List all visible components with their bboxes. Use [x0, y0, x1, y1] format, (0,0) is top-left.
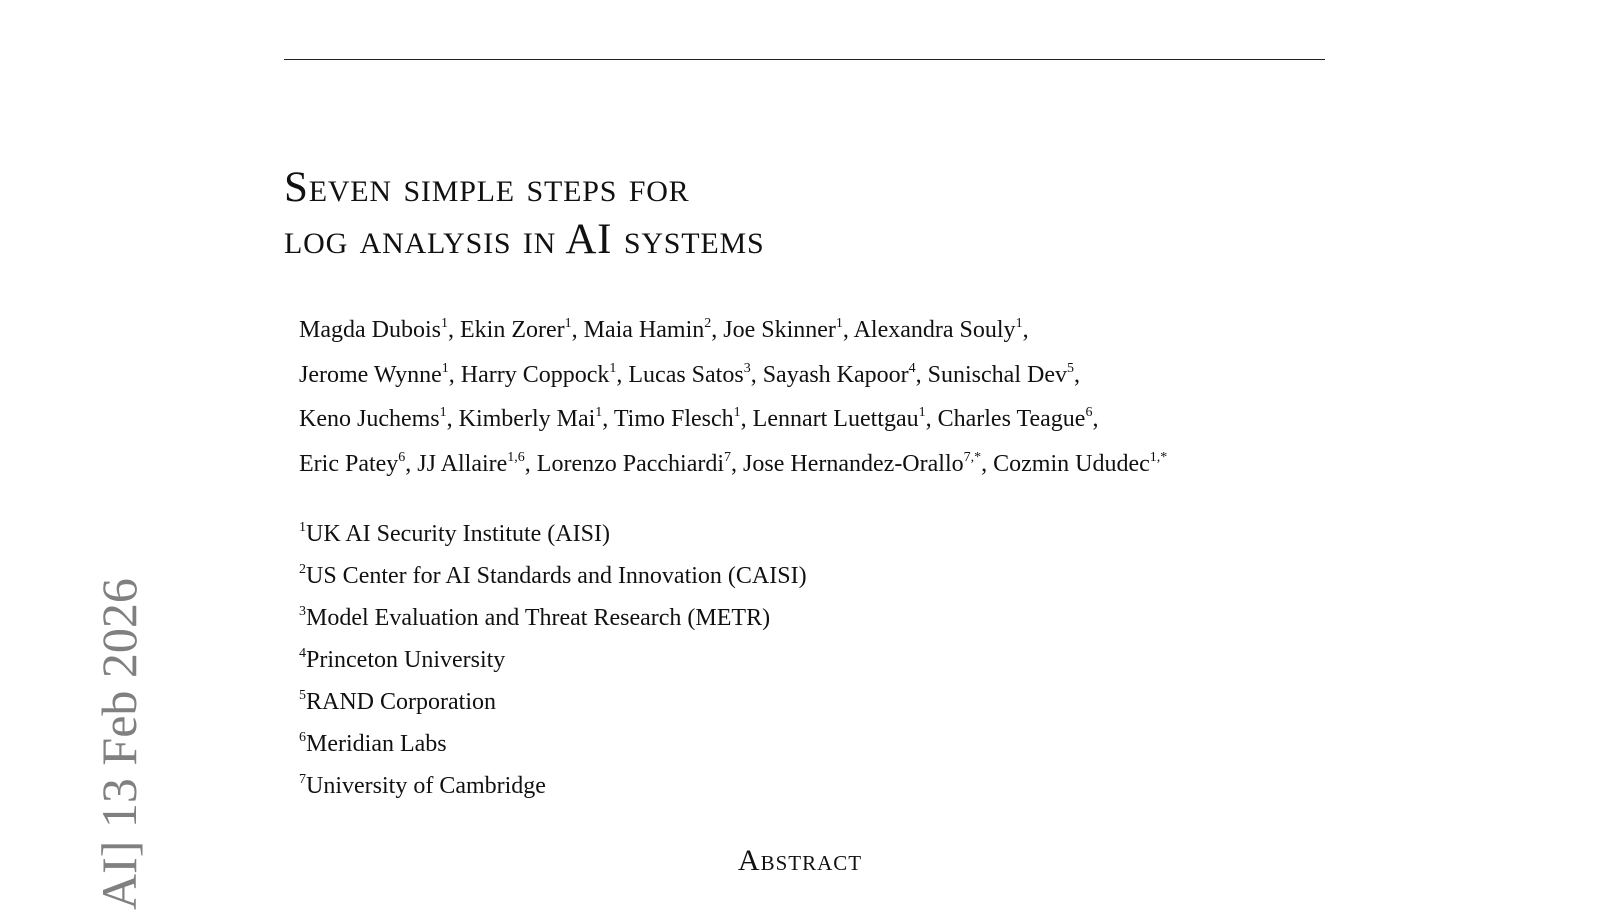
- author: [299, 451, 417, 477]
- title-line-1: Seven simple steps for: [284, 164, 690, 211]
- author: [763, 362, 928, 388]
- affiliation-name: RAND Corporation: [306, 689, 496, 715]
- author: [723, 317, 853, 343]
- author-separator: ,: [1022, 317, 1029, 343]
- affiliation: [299, 557, 807, 599]
- author-separator: ,: [1073, 361, 1080, 388]
- author-affiliation-marker: 1: [918, 405, 926, 420]
- author: [537, 451, 743, 477]
- author-separator: ,: [915, 361, 928, 388]
- author: [938, 406, 1099, 432]
- author-affiliation-marker: 6: [1085, 405, 1093, 420]
- title-line-2: log analysis in AI systems: [284, 216, 765, 263]
- author-row: [299, 399, 1167, 444]
- affiliation: [299, 599, 807, 641]
- author-separator: ,: [740, 406, 753, 432]
- affiliation-name: Princeton University: [306, 647, 506, 673]
- author: [460, 317, 584, 343]
- affiliation: [299, 725, 807, 767]
- author-separator: ,: [750, 361, 763, 388]
- header-rule: [284, 59, 1325, 60]
- arxiv-side-stamp: AI] 13 Feb 2026: [91, 578, 147, 910]
- affiliation-name: Model Evaluation and Threat Research (METR): [306, 605, 771, 631]
- author-affiliation-marker: 1: [595, 405, 603, 420]
- affiliation-number: 7: [299, 772, 306, 787]
- author: [614, 406, 753, 432]
- author: [928, 362, 1080, 388]
- affiliation-name: US Center for AI Standards and Innovation (CAISI): [306, 563, 807, 589]
- author-separator: ,: [447, 317, 460, 343]
- author: [584, 317, 724, 343]
- author-affiliation-marker: 1: [733, 405, 741, 420]
- author-affiliation-marker: 1: [441, 360, 449, 376]
- author-name: Sayash Kapoor: [762, 361, 909, 388]
- author-name: Jerome Wynne: [299, 361, 442, 388]
- author-separator: ,: [842, 317, 854, 343]
- author-affiliation-marker: 1: [835, 316, 843, 331]
- author-separator: ,: [731, 450, 744, 477]
- author-separator: ,: [524, 450, 537, 477]
- author-affiliation-marker: 1,*: [1149, 449, 1168, 465]
- author-name: Cozmin Ududec: [993, 450, 1150, 477]
- author-name: Sunischal Dev: [927, 361, 1067, 388]
- author: [628, 362, 762, 388]
- author: [459, 406, 614, 432]
- author-affiliation-marker: 2: [704, 316, 712, 331]
- author-name: Alexandra Souly: [853, 317, 1016, 343]
- author-affiliation-marker: 4: [908, 360, 916, 376]
- author-name: Harry Coppock: [460, 361, 610, 388]
- author-name: Lorenzo Pacchiardi: [536, 450, 725, 477]
- author-row: [299, 310, 1167, 355]
- author-separator: ,: [1092, 406, 1099, 432]
- author-affiliation-marker: 1: [440, 316, 448, 331]
- author-affiliation-marker: 7: [724, 449, 732, 465]
- author-name: Charles Teague: [937, 406, 1086, 432]
- affiliation-name: Meridian Labs: [306, 731, 447, 757]
- abstract-heading: Abstract: [737, 844, 863, 877]
- author-separator: ,: [602, 406, 614, 432]
- author-name: JJ Allaire: [417, 450, 508, 477]
- author-name: Timo Flesch: [613, 406, 734, 432]
- author: [417, 451, 537, 477]
- author-affiliation-marker: 1: [609, 360, 617, 376]
- affiliation: [299, 767, 807, 809]
- author-affiliation-marker: 3: [743, 360, 751, 376]
- author-separator: ,: [981, 450, 994, 477]
- affiliation-number: 6: [299, 730, 306, 745]
- author-row: [299, 355, 1167, 400]
- affiliation-number: 3: [299, 604, 306, 619]
- author-name: Jose Hernandez-Orallo: [743, 450, 964, 477]
- author-affiliation-marker: 5: [1066, 360, 1074, 376]
- author-affiliation-marker: 6: [398, 449, 406, 465]
- affiliation-list: [299, 515, 807, 809]
- author: [299, 362, 461, 388]
- author-name: Lucas Satos: [628, 361, 744, 388]
- paper-title: [284, 162, 765, 266]
- author: [993, 451, 1167, 477]
- author-name: Eric Patey: [299, 450, 399, 477]
- affiliation-number: 5: [299, 688, 306, 703]
- author: [854, 317, 1029, 343]
- author: [461, 362, 629, 388]
- affiliation: [299, 683, 807, 725]
- author-separator: ,: [925, 406, 938, 432]
- author-affiliation-marker: 1,6: [507, 449, 525, 465]
- author: [743, 451, 993, 477]
- author-row: [299, 444, 1167, 489]
- affiliation-number: 4: [299, 646, 306, 661]
- author-separator: ,: [405, 450, 418, 477]
- author-name: Maia Hamin: [583, 317, 705, 343]
- affiliation: [299, 515, 807, 557]
- author: [299, 406, 459, 432]
- affiliation-number: 2: [299, 562, 306, 577]
- author-name: Lennart Luettgau: [752, 406, 919, 432]
- author-separator: ,: [448, 361, 461, 388]
- author-separator: ,: [616, 361, 629, 388]
- affiliation: [299, 641, 807, 683]
- author-name: Kimberly Mai: [458, 406, 596, 432]
- author-separator: ,: [446, 406, 459, 432]
- author-name: Ekin Zorer: [459, 317, 565, 343]
- author-affiliation-marker: 1: [1015, 316, 1023, 331]
- author-name: Keno Juchems: [299, 406, 440, 432]
- author-list: [299, 310, 1167, 488]
- author: [299, 317, 460, 343]
- author-separator: ,: [571, 317, 584, 343]
- author-affiliation-marker: 1: [564, 316, 572, 331]
- author: [753, 406, 938, 432]
- author-affiliation-marker: 1: [439, 405, 447, 420]
- affiliation-number: 1: [299, 520, 306, 535]
- author-affiliation-marker: 7,*: [963, 449, 982, 465]
- author-name: Joe Skinner: [723, 317, 836, 343]
- author-separator: ,: [711, 317, 724, 343]
- author-name: Magda Dubois: [299, 317, 441, 343]
- affiliation-name: University of Cambridge: [306, 773, 546, 799]
- affiliation-name: UK AI Security Institute (AISI): [306, 521, 610, 547]
